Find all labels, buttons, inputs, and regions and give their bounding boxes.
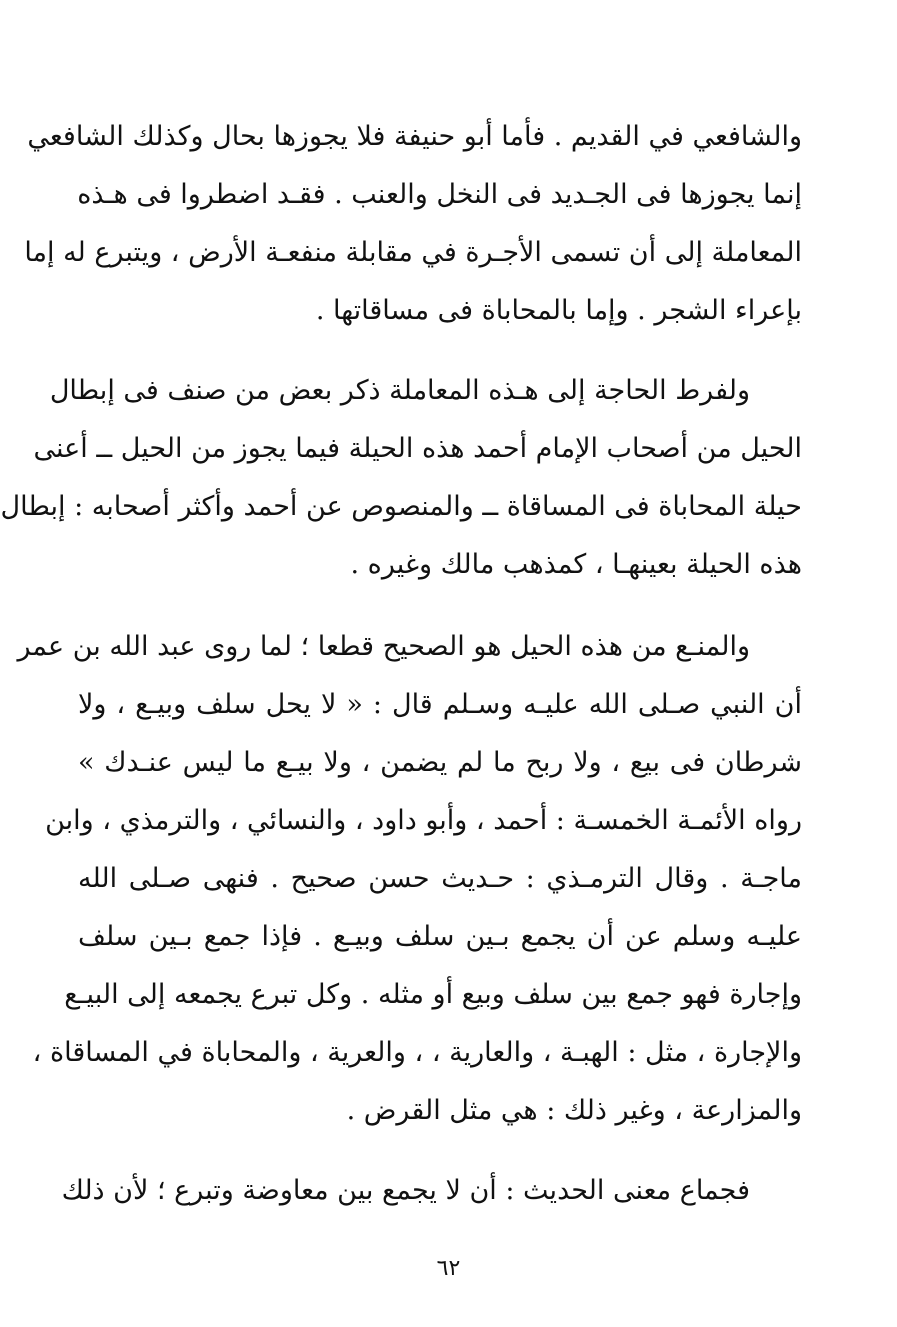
text-line: عليـه وسلم عن أن يجمع بـين سلف وبيـع . فإذا جمع بـين سلف <box>78 921 802 952</box>
text-line: إنما يجوزها فى الجـديد فى النخل والعنب . فقـد اضطروا فى هـذه <box>77 179 802 210</box>
text-line: شرطان فى بيع ، ولا ربح ما لم يضمن ، ولا بيـع ما ليس عنـدك » <box>78 747 802 778</box>
text-line: المعاملة إلى أن تسمى الأجـرة في مقابلة منفعـة الأرض ، ويتبرع له إما <box>24 237 802 268</box>
text-line: فجماع معنى الحديث : أن لا يجمع بين معاوضة وتبرع ؛ لأن ذلك <box>61 1175 750 1206</box>
paragraph-2 <box>0 362 802 594</box>
text-line: هذه الحيلة بعينهـا ، كمذهب مالك وغيره . <box>350 549 802 580</box>
text-line: والشافعي في القديم . فأما أبو حنيفة فلا يجوزها بحال وكذلك الشافعي <box>27 121 802 152</box>
text-line: حيلة المحاباة فى المساقاة ــ والمنصوص عن أحمد وأكثر أصحابه : إبطال <box>0 491 802 522</box>
text-line: رواه الأئمـة الخمسـة : أحمد ، وأبو داود ، والنسائي ، والترمذي ، وابن <box>45 805 802 836</box>
text-line: ماجـة . وقال الترمـذي : حـديث حسن صحيح . فنهى صـلى الله <box>78 863 802 894</box>
text-line: والمنـع من هذه الحيل هو الصحيح قطعا ؛ لما روى عبد الله بن عمر <box>17 631 750 662</box>
text-line: وإجارة فهو جمع بين سلف وبيع أو مثله . وكل تبرع يجمعه إلى البيـع <box>64 979 802 1010</box>
page-number: ٦٢ <box>436 1256 461 1281</box>
text-line: ولفرط الحاجة إلى هـذه المعاملة ذكر بعض من صنف فى إبطال <box>49 375 750 406</box>
text-line: بإعراء الشجر . وإما بالمحاباة فى مساقاتها . <box>315 295 802 326</box>
text-line: والإجارة ، مثل : الهبـة ، والعارية ، ، والعرية ، والمحاباة في المساقاة ، <box>32 1037 802 1068</box>
text-line: أن النبي صـلى الله عليـه وسـلم قال : « لا يحل سلف وبيـع ، ولا <box>78 689 802 720</box>
paragraph-4 <box>61 1162 802 1220</box>
text-line: والمزارعة ، وغير ذلك : هي مثل القرض . <box>346 1095 802 1126</box>
paragraph-1 <box>24 108 802 340</box>
paragraph-3 <box>17 618 802 1140</box>
text-line: الحيل من أصحاب الإمام أحمد هذه الحيلة فيما يجوز من الحيل ــ أعنى <box>33 433 802 464</box>
